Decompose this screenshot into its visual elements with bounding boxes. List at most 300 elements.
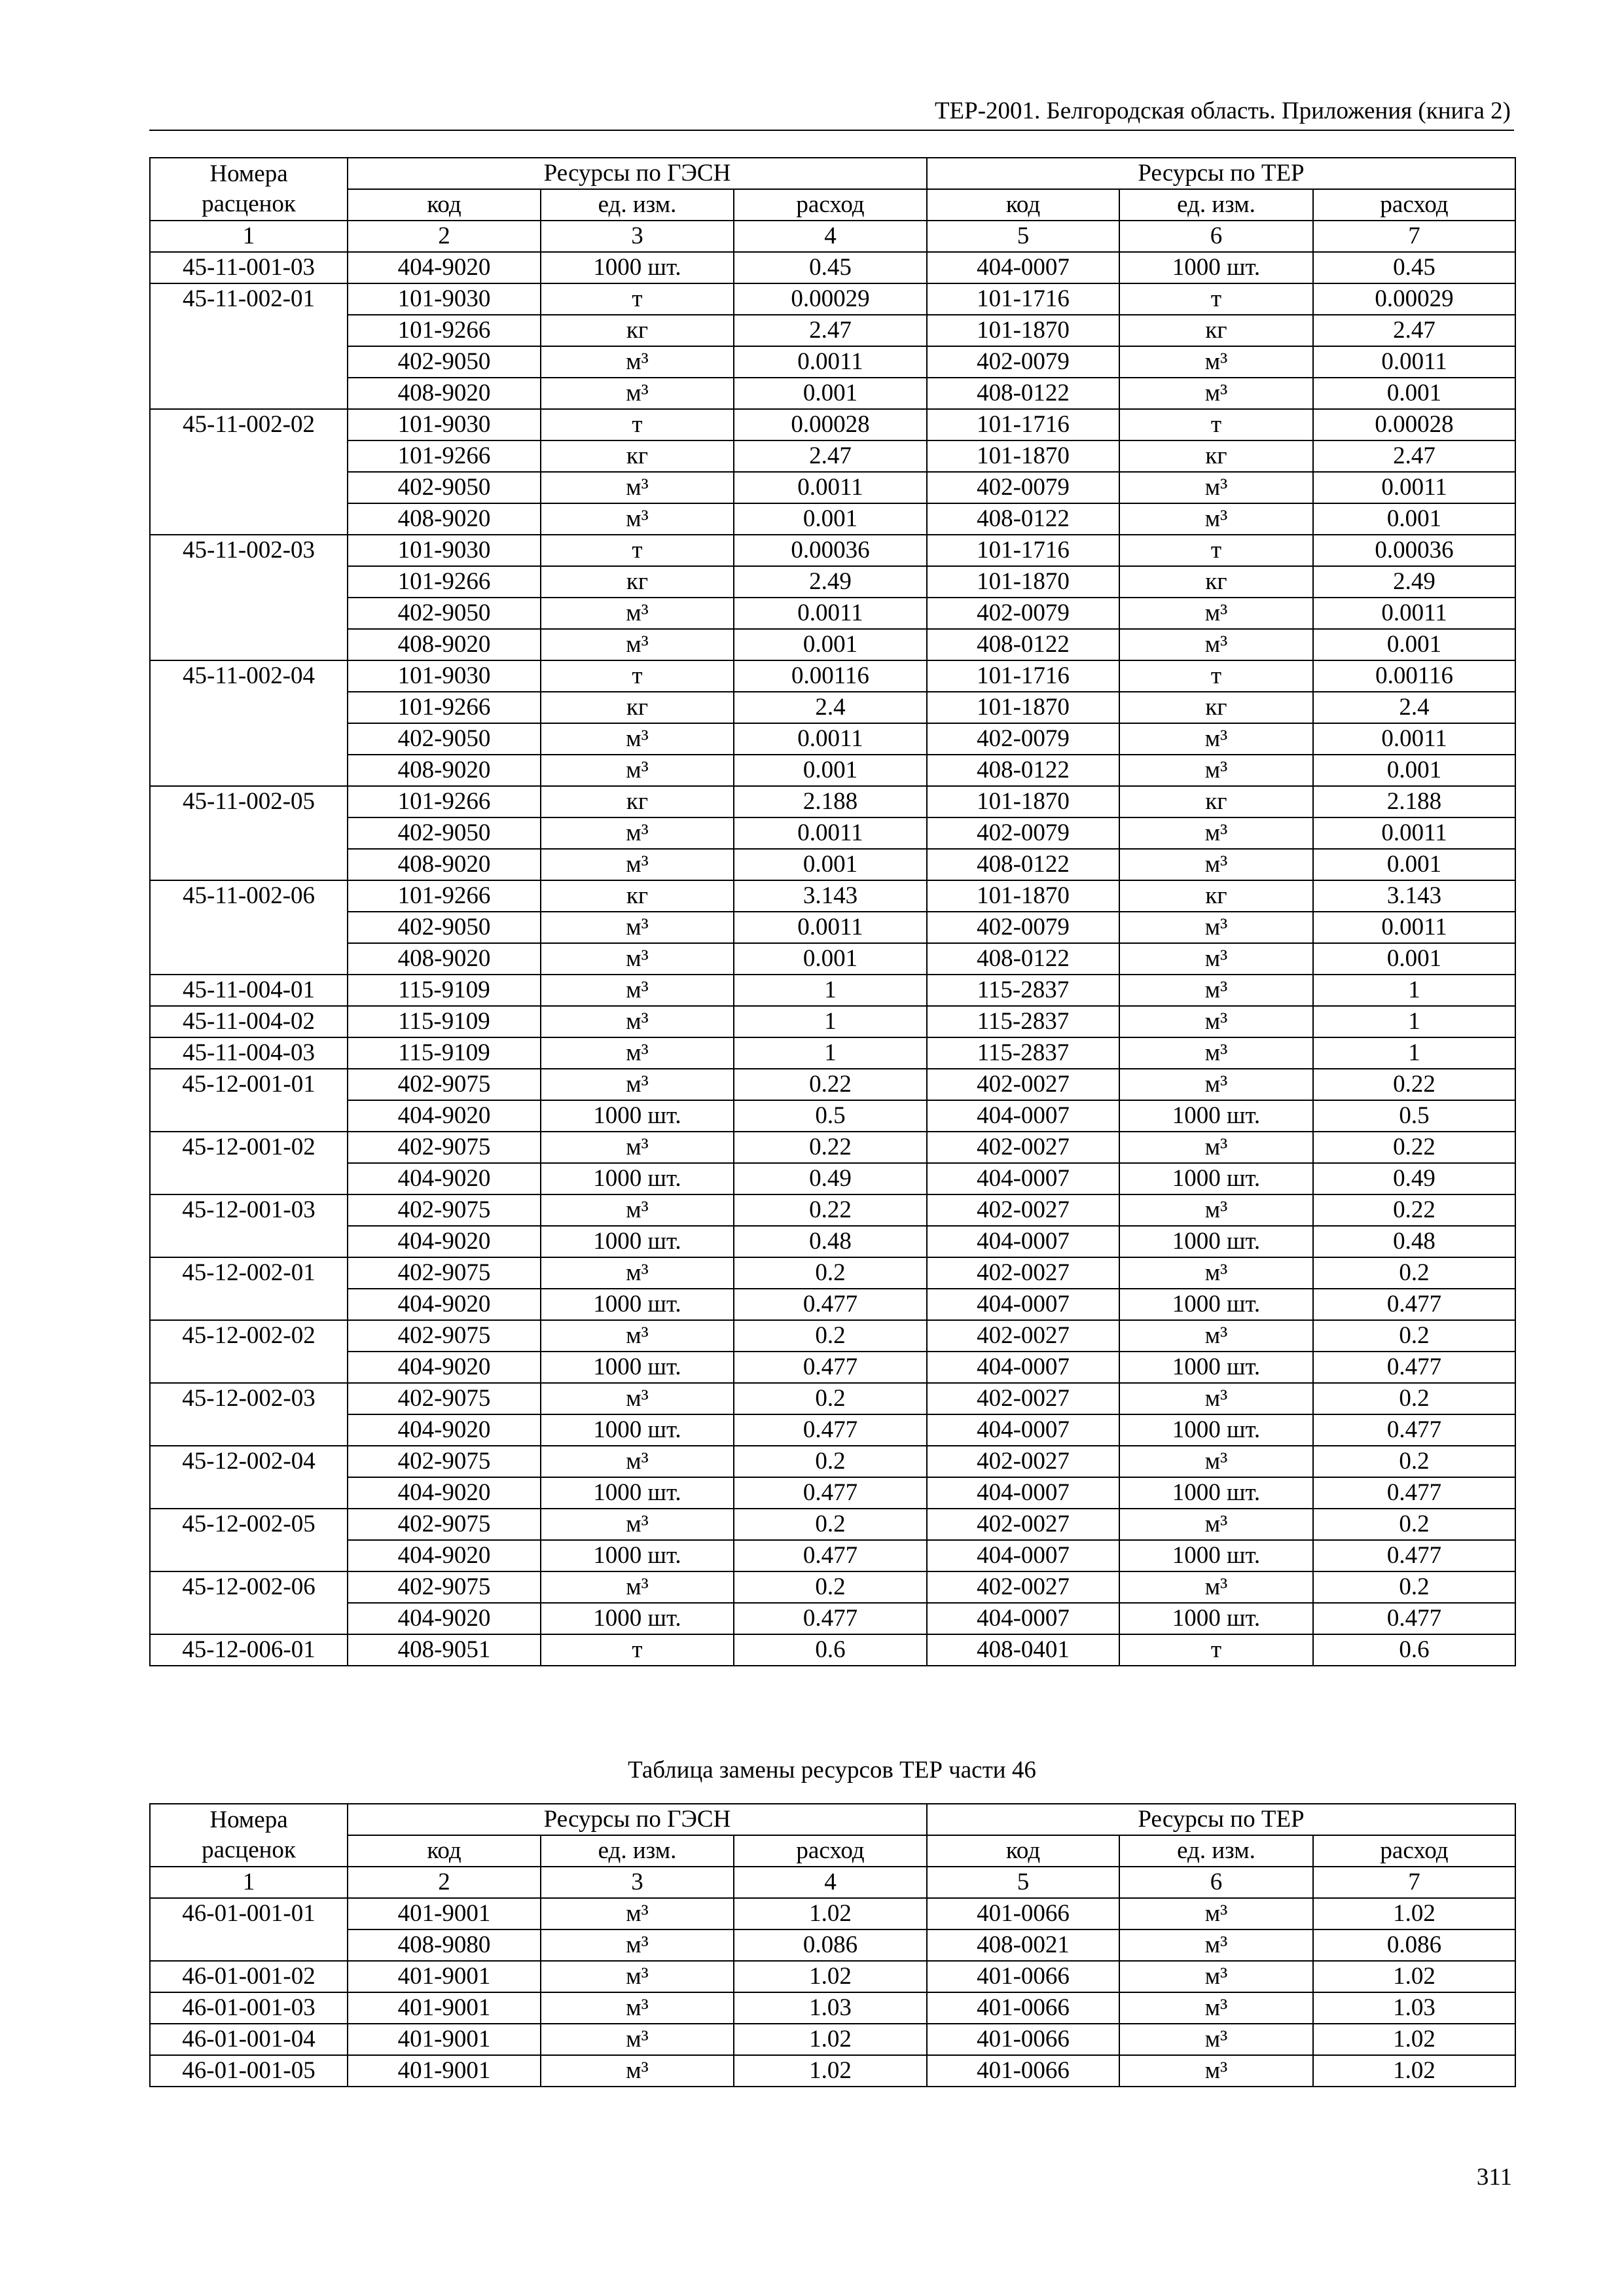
gesn-consumption-cell: 3.143 <box>734 880 927 912</box>
gesn-unit-cell: м³ <box>541 943 734 975</box>
ter-unit-cell: м³ <box>1119 975 1313 1006</box>
ter-unit-cell: м³ <box>1119 943 1313 975</box>
gesn-code-cell: 402-9050 <box>348 723 541 755</box>
rate-number-cell: 45-12-001-03 <box>150 1194 348 1257</box>
ter-code-cell: 402-0079 <box>927 598 1119 629</box>
ter-consumption-cell: 0.00036 <box>1313 535 1515 566</box>
gesn-unit-cell: м³ <box>541 1069 734 1100</box>
ter-consumption-cell: 0.0011 <box>1313 817 1515 849</box>
ter-code-cell: 115-2837 <box>927 975 1119 1006</box>
rate-number-cell: 46-01-001-03 <box>150 1992 348 2024</box>
gesn-consumption-cell: 0.0011 <box>734 598 927 629</box>
header-rate-numbers-line1: Номера <box>209 1806 288 1833</box>
ter-consumption-cell: 2.4 <box>1313 692 1515 723</box>
table-row <box>150 378 1515 409</box>
gesn-unit-cell: м³ <box>541 1898 734 1929</box>
header-ter-consumption: расход <box>1313 1835 1515 1867</box>
gesn-unit-cell: м³ <box>541 1006 734 1037</box>
gesn-consumption-cell: 0.477 <box>734 1603 927 1634</box>
table-body <box>150 1898 1515 2087</box>
gesn-unit-cell: м³ <box>541 598 734 629</box>
gesn-code-cell: 115-9109 <box>348 1037 541 1069</box>
rate-number-cell: 46-01-001-02 <box>150 1961 348 1992</box>
ter-unit-cell: м³ <box>1119 1383 1313 1414</box>
gesn-unit-cell: кг <box>541 692 734 723</box>
resource-replacement-table-46 <box>149 1803 1516 2087</box>
ter-unit-cell: м³ <box>1119 2055 1313 2087</box>
rate-number-cell: 45-11-002-06 <box>150 880 348 975</box>
ter-consumption-cell: 0.2 <box>1313 1383 1515 1414</box>
rate-number-cell: 45-12-006-01 <box>150 1634 348 1666</box>
header-rate-numbers-line2: расценок <box>202 1837 296 1863</box>
gesn-code-cell: 408-9020 <box>348 755 541 786</box>
column-number: 1 <box>150 1867 348 1898</box>
rate-number-cell: 45-11-002-05 <box>150 786 348 880</box>
gesn-consumption-cell: 0.0011 <box>734 472 927 503</box>
rate-number-cell: 45-11-001-03 <box>150 252 348 283</box>
gesn-consumption-cell: 2.4 <box>734 692 927 723</box>
ter-consumption-cell: 0.477 <box>1313 1603 1515 1634</box>
ter-code-cell: 402-0027 <box>927 1509 1119 1540</box>
table-row <box>150 1509 1515 1540</box>
gesn-consumption-cell: 0.0011 <box>734 723 927 755</box>
rate-number-cell: 45-11-004-03 <box>150 1037 348 1069</box>
ter-consumption-cell: 0.5 <box>1313 1100 1515 1132</box>
ter-code-cell: 402-0079 <box>927 346 1119 378</box>
gesn-unit-cell: м³ <box>541 1132 734 1163</box>
ter-consumption-cell: 0.477 <box>1313 1352 1515 1383</box>
ter-consumption-cell: 2.47 <box>1313 315 1515 346</box>
ter-unit-cell: м³ <box>1119 1509 1313 1540</box>
gesn-consumption-cell: 0.48 <box>734 1226 927 1257</box>
ter-unit-cell: м³ <box>1119 2024 1313 2055</box>
gesn-unit-cell: м³ <box>541 723 734 755</box>
ter-code-cell: 402-0027 <box>927 1132 1119 1163</box>
gesn-code-cell: 404-9020 <box>348 1226 541 1257</box>
table-row <box>150 1383 1515 1414</box>
gesn-consumption-cell: 0.00028 <box>734 409 927 440</box>
gesn-unit-cell: м³ <box>541 1961 734 1992</box>
gesn-consumption-cell: 0.001 <box>734 755 927 786</box>
gesn-code-cell: 402-9075 <box>348 1257 541 1289</box>
gesn-consumption-cell: 0.477 <box>734 1540 927 1571</box>
header-gesn-group: Ресурсы по ГЭСН <box>348 1804 927 1835</box>
ter-code-cell: 408-0122 <box>927 378 1119 409</box>
ter-consumption-cell: 0.0011 <box>1313 912 1515 943</box>
gesn-unit-cell: м³ <box>541 1320 734 1352</box>
gesn-unit-cell: м³ <box>541 1992 734 2024</box>
header-row-columns <box>150 189 1515 221</box>
ter-code-cell: 115-2837 <box>927 1037 1119 1069</box>
ter-code-cell: 402-0079 <box>927 472 1119 503</box>
ter-consumption-cell: 0.2 <box>1313 1257 1515 1289</box>
ter-code-cell: 101-1870 <box>927 315 1119 346</box>
ter-unit-cell: 1000 шт. <box>1119 1477 1313 1509</box>
ter-code-cell: 402-0027 <box>927 1446 1119 1477</box>
ter-consumption-cell: 3.143 <box>1313 880 1515 912</box>
table-row <box>150 723 1515 755</box>
ter-consumption-cell: 0.001 <box>1313 503 1515 535</box>
ter-unit-cell: 1000 шт. <box>1119 252 1313 283</box>
ter-code-cell: 402-0027 <box>927 1257 1119 1289</box>
table-row <box>150 1289 1515 1320</box>
table-row <box>150 472 1515 503</box>
gesn-unit-cell: м³ <box>541 378 734 409</box>
ter-consumption-cell: 0.001 <box>1313 629 1515 660</box>
table-row <box>150 880 1515 912</box>
gesn-consumption-cell: 0.001 <box>734 943 927 975</box>
gesn-consumption-cell: 1 <box>734 1037 927 1069</box>
ter-code-cell: 402-0027 <box>927 1383 1119 1414</box>
gesn-unit-cell: т <box>541 283 734 315</box>
gesn-code-cell: 101-9266 <box>348 880 541 912</box>
table-row <box>150 1257 1515 1289</box>
gesn-unit-cell: т <box>541 409 734 440</box>
ter-code-cell: 115-2837 <box>927 1006 1119 1037</box>
table-row <box>150 283 1515 315</box>
header-gesn-unit: ед. изм. <box>541 189 734 221</box>
ter-consumption-cell: 0.22 <box>1313 1069 1515 1100</box>
table-row <box>150 1006 1515 1037</box>
ter-unit-cell: 1000 шт. <box>1119 1352 1313 1383</box>
column-number: 6 <box>1119 221 1313 252</box>
rate-number-cell: 45-12-002-04 <box>150 1446 348 1509</box>
gesn-code-cell: 402-9075 <box>348 1194 541 1226</box>
gesn-unit-cell: 1000 шт. <box>541 1289 734 1320</box>
column-number: 1 <box>150 221 348 252</box>
gesn-consumption-cell: 0.45 <box>734 252 927 283</box>
column-number: 7 <box>1313 221 1515 252</box>
gesn-unit-cell: м³ <box>541 1037 734 1069</box>
header-gesn-code: код <box>348 1835 541 1867</box>
gesn-unit-cell: м³ <box>541 755 734 786</box>
gesn-consumption-cell: 0.086 <box>734 1929 927 1961</box>
table-row <box>150 786 1515 817</box>
ter-unit-cell: м³ <box>1119 755 1313 786</box>
table-row <box>150 409 1515 440</box>
gesn-code-cell: 404-9020 <box>348 1540 541 1571</box>
gesn-code-cell: 401-9001 <box>348 1992 541 2024</box>
table-row <box>150 2055 1515 2087</box>
table-row <box>150 1929 1515 1961</box>
header-row-groups <box>150 1804 1515 1835</box>
gesn-code-cell: 408-9020 <box>348 378 541 409</box>
gesn-code-cell: 404-9020 <box>348 1352 541 1383</box>
gesn-consumption-cell: 0.6 <box>734 1634 927 1666</box>
header-rate-numbers <box>150 158 348 221</box>
table-row <box>150 1634 1515 1666</box>
header-gesn-group: Ресурсы по ГЭСН <box>348 158 927 189</box>
table-row <box>150 943 1515 975</box>
ter-unit-cell: м³ <box>1119 1132 1313 1163</box>
table-row <box>150 660 1515 692</box>
ter-consumption-cell: 1.02 <box>1313 2055 1515 2087</box>
table-caption: Таблица замены ресурсов ТЕР части 46 <box>628 1757 1036 1784</box>
ter-code-cell: 101-1870 <box>927 440 1119 472</box>
ter-unit-cell: т <box>1119 409 1313 440</box>
gesn-unit-cell: м³ <box>541 849 734 880</box>
table-row <box>150 629 1515 660</box>
ter-consumption-cell: 0.6 <box>1313 1634 1515 1666</box>
ter-code-cell: 408-0122 <box>927 629 1119 660</box>
ter-unit-cell: м³ <box>1119 817 1313 849</box>
ter-unit-cell: 1000 шт. <box>1119 1226 1313 1257</box>
ter-consumption-cell: 0.0011 <box>1313 472 1515 503</box>
ter-consumption-cell: 0.477 <box>1313 1289 1515 1320</box>
ter-unit-cell: м³ <box>1119 912 1313 943</box>
gesn-unit-cell: м³ <box>541 1509 734 1540</box>
gesn-code-cell: 401-9001 <box>348 2055 541 2087</box>
gesn-unit-cell: м³ <box>541 1257 734 1289</box>
ter-unit-cell: 1000 шт. <box>1119 1540 1313 1571</box>
gesn-unit-cell: м³ <box>541 2055 734 2087</box>
header-ter-unit: ед. изм. <box>1119 189 1313 221</box>
gesn-consumption-cell: 1.02 <box>734 1898 927 1929</box>
rate-number-cell: 45-12-002-03 <box>150 1383 348 1446</box>
header-rate-numbers-line2: расценок <box>202 190 296 217</box>
ter-code-cell: 404-0007 <box>927 1603 1119 1634</box>
ter-code-cell: 404-0007 <box>927 1414 1119 1446</box>
table-row <box>150 503 1515 535</box>
gesn-consumption-cell: 0.22 <box>734 1194 927 1226</box>
gesn-consumption-cell: 1 <box>734 975 927 1006</box>
table-row <box>150 1414 1515 1446</box>
ter-unit-cell: м³ <box>1119 1929 1313 1961</box>
ter-code-cell: 404-0007 <box>927 252 1119 283</box>
gesn-unit-cell: 1000 шт. <box>541 252 734 283</box>
ter-unit-cell: м³ <box>1119 378 1313 409</box>
gesn-consumption-cell: 0.477 <box>734 1289 927 1320</box>
header-rule <box>149 130 1514 131</box>
ter-unit-cell: кг <box>1119 786 1313 817</box>
gesn-consumption-cell: 0.001 <box>734 629 927 660</box>
ter-unit-cell: кг <box>1119 692 1313 723</box>
ter-unit-cell: т <box>1119 660 1313 692</box>
table-row <box>150 1571 1515 1603</box>
rate-number-cell: 46-01-001-04 <box>150 2024 348 2055</box>
ter-code-cell: 408-0021 <box>927 1929 1119 1961</box>
gesn-code-cell: 402-9050 <box>348 346 541 378</box>
ter-code-cell: 404-0007 <box>927 1226 1119 1257</box>
gesn-code-cell: 404-9020 <box>348 1289 541 1320</box>
gesn-consumption-cell: 2.47 <box>734 315 927 346</box>
rate-number-cell: 45-11-004-02 <box>150 1006 348 1037</box>
ter-code-cell: 101-1716 <box>927 535 1119 566</box>
ter-unit-cell: м³ <box>1119 629 1313 660</box>
table-row <box>150 912 1515 943</box>
table-row <box>150 598 1515 629</box>
ter-unit-cell: 1000 шт. <box>1119 1603 1313 1634</box>
ter-consumption-cell: 2.49 <box>1313 566 1515 598</box>
ter-unit-cell: 1000 шт. <box>1119 1289 1313 1320</box>
gesn-code-cell: 101-9266 <box>348 566 541 598</box>
ter-consumption-cell: 0.48 <box>1313 1226 1515 1257</box>
ter-consumption-cell: 0.0011 <box>1313 346 1515 378</box>
header-row-columns <box>150 1835 1515 1867</box>
gesn-consumption-cell: 0.2 <box>734 1257 927 1289</box>
column-number: 7 <box>1313 1867 1515 1898</box>
gesn-consumption-cell: 0.001 <box>734 503 927 535</box>
ter-code-cell: 401-0066 <box>927 1992 1119 2024</box>
table-row <box>150 1037 1515 1069</box>
gesn-unit-cell: м³ <box>541 1929 734 1961</box>
ter-consumption-cell: 0.2 <box>1313 1320 1515 1352</box>
gesn-consumption-cell: 2.47 <box>734 440 927 472</box>
ter-unit-cell: 1000 шт. <box>1119 1414 1313 1446</box>
header-row-numbers <box>150 221 1515 252</box>
ter-code-cell: 402-0079 <box>927 817 1119 849</box>
table-row <box>150 346 1515 378</box>
gesn-code-cell: 402-9075 <box>348 1383 541 1414</box>
gesn-consumption-cell: 1.02 <box>734 2024 927 2055</box>
column-number: 4 <box>734 1867 927 1898</box>
ter-unit-cell: м³ <box>1119 1257 1313 1289</box>
ter-code-cell: 404-0007 <box>927 1540 1119 1571</box>
ter-consumption-cell: 1.02 <box>1313 1961 1515 1992</box>
ter-consumption-cell: 1.02 <box>1313 2024 1515 2055</box>
ter-consumption-cell: 2.188 <box>1313 786 1515 817</box>
table-row <box>150 1320 1515 1352</box>
column-number: 2 <box>348 221 541 252</box>
gesn-consumption-cell: 2.188 <box>734 786 927 817</box>
ter-code-cell: 402-0027 <box>927 1194 1119 1226</box>
gesn-code-cell: 408-9020 <box>348 943 541 975</box>
gesn-consumption-cell: 0.477 <box>734 1352 927 1383</box>
gesn-consumption-cell: 1.02 <box>734 1961 927 1992</box>
gesn-unit-cell: м³ <box>541 1383 734 1414</box>
ter-unit-cell: кг <box>1119 315 1313 346</box>
gesn-unit-cell: м³ <box>541 1571 734 1603</box>
ter-unit-cell: кг <box>1119 566 1313 598</box>
gesn-unit-cell: кг <box>541 566 734 598</box>
ter-consumption-cell: 0.477 <box>1313 1540 1515 1571</box>
gesn-consumption-cell: 0.0011 <box>734 817 927 849</box>
ter-code-cell: 408-0122 <box>927 943 1119 975</box>
ter-consumption-cell: 1 <box>1313 975 1515 1006</box>
ter-consumption-cell: 0.477 <box>1313 1414 1515 1446</box>
table-row <box>150 849 1515 880</box>
table-row <box>150 755 1515 786</box>
gesn-unit-cell: кг <box>541 786 734 817</box>
ter-unit-cell: м³ <box>1119 849 1313 880</box>
table-row <box>150 1226 1515 1257</box>
gesn-consumption-cell: 0.001 <box>734 378 927 409</box>
ter-consumption-cell: 1.03 <box>1313 1992 1515 2024</box>
gesn-code-cell: 115-9109 <box>348 975 541 1006</box>
gesn-consumption-cell: 1 <box>734 1006 927 1037</box>
gesn-consumption-cell: 0.2 <box>734 1446 927 1477</box>
ter-unit-cell: м³ <box>1119 1194 1313 1226</box>
gesn-code-cell: 401-9001 <box>348 1961 541 1992</box>
gesn-unit-cell: т <box>541 660 734 692</box>
page-number: 311 <box>1476 2164 1512 2191</box>
gesn-consumption-cell: 0.5 <box>734 1100 927 1132</box>
ter-code-cell: 402-0027 <box>927 1320 1119 1352</box>
table-row <box>150 440 1515 472</box>
ter-code-cell: 408-0122 <box>927 755 1119 786</box>
ter-consumption-cell: 0.2 <box>1313 1446 1515 1477</box>
ter-unit-cell: кг <box>1119 880 1313 912</box>
ter-unit-cell: м³ <box>1119 598 1313 629</box>
table-row <box>150 975 1515 1006</box>
gesn-consumption-cell: 1.03 <box>734 1992 927 2024</box>
ter-code-cell: 402-0079 <box>927 912 1119 943</box>
ter-code-cell: 101-1870 <box>927 786 1119 817</box>
gesn-code-cell: 101-9266 <box>348 315 541 346</box>
ter-consumption-cell: 0.00116 <box>1313 660 1515 692</box>
table-row <box>150 1603 1515 1634</box>
rate-number-cell: 46-01-001-01 <box>150 1898 348 1961</box>
table-row <box>150 1961 1515 1992</box>
gesn-unit-cell: 1000 шт. <box>541 1100 734 1132</box>
ter-unit-cell: м³ <box>1119 723 1313 755</box>
ter-code-cell: 404-0007 <box>927 1289 1119 1320</box>
rate-number-cell: 45-12-002-05 <box>150 1509 348 1571</box>
column-number: 5 <box>927 1867 1119 1898</box>
gesn-code-cell: 401-9001 <box>348 2024 541 2055</box>
gesn-code-cell: 408-9051 <box>348 1634 541 1666</box>
table-row <box>150 1898 1515 1929</box>
gesn-unit-cell: кг <box>541 440 734 472</box>
gesn-unit-cell: м³ <box>541 629 734 660</box>
header-ter-code: код <box>927 189 1119 221</box>
column-number: 3 <box>541 221 734 252</box>
resource-replacement-table-45 <box>149 157 1516 1666</box>
ter-code-cell: 101-1716 <box>927 409 1119 440</box>
rate-number-cell: 45-12-001-01 <box>150 1069 348 1132</box>
ter-code-cell: 404-0007 <box>927 1163 1119 1194</box>
rate-number-cell: 45-11-002-03 <box>150 535 348 660</box>
column-number: 2 <box>348 1867 541 1898</box>
gesn-unit-cell: м³ <box>541 1446 734 1477</box>
gesn-consumption-cell: 1.02 <box>734 2055 927 2087</box>
header-row-groups <box>150 158 1515 189</box>
ter-code-cell: 401-0066 <box>927 2055 1119 2087</box>
gesn-code-cell: 404-9020 <box>348 1477 541 1509</box>
header-row-numbers <box>150 1867 1515 1898</box>
gesn-code-cell: 101-9030 <box>348 409 541 440</box>
rate-number-cell: 45-11-004-01 <box>150 975 348 1006</box>
gesn-consumption-cell: 0.001 <box>734 849 927 880</box>
gesn-code-cell: 101-9030 <box>348 660 541 692</box>
ter-consumption-cell: 0.45 <box>1313 252 1515 283</box>
ter-code-cell: 408-0401 <box>927 1634 1119 1666</box>
rate-number-cell: 45-12-002-06 <box>150 1571 348 1634</box>
ter-unit-cell: т <box>1119 1634 1313 1666</box>
gesn-unit-cell: м³ <box>541 472 734 503</box>
gesn-unit-cell: м³ <box>541 1194 734 1226</box>
rate-number-cell: 45-11-002-01 <box>150 283 348 409</box>
ter-code-cell: 101-1870 <box>927 880 1119 912</box>
ter-code-cell: 402-0079 <box>927 723 1119 755</box>
ter-unit-cell: м³ <box>1119 472 1313 503</box>
gesn-code-cell: 404-9020 <box>348 252 541 283</box>
gesn-code-cell: 408-9020 <box>348 849 541 880</box>
ter-code-cell: 408-0122 <box>927 503 1119 535</box>
header-rate-numbers-line1: Номера <box>209 160 288 187</box>
table-row <box>150 1069 1515 1100</box>
gesn-code-cell: 408-9020 <box>348 629 541 660</box>
header-rate-numbers <box>150 1804 348 1867</box>
gesn-code-cell: 402-9050 <box>348 598 541 629</box>
ter-unit-cell: м³ <box>1119 503 1313 535</box>
gesn-unit-cell: кг <box>541 315 734 346</box>
table-row <box>150 1352 1515 1383</box>
gesn-code-cell: 101-9266 <box>348 786 541 817</box>
gesn-consumption-cell: 2.49 <box>734 566 927 598</box>
header-gesn-code: код <box>348 189 541 221</box>
gesn-code-cell: 402-9075 <box>348 1132 541 1163</box>
